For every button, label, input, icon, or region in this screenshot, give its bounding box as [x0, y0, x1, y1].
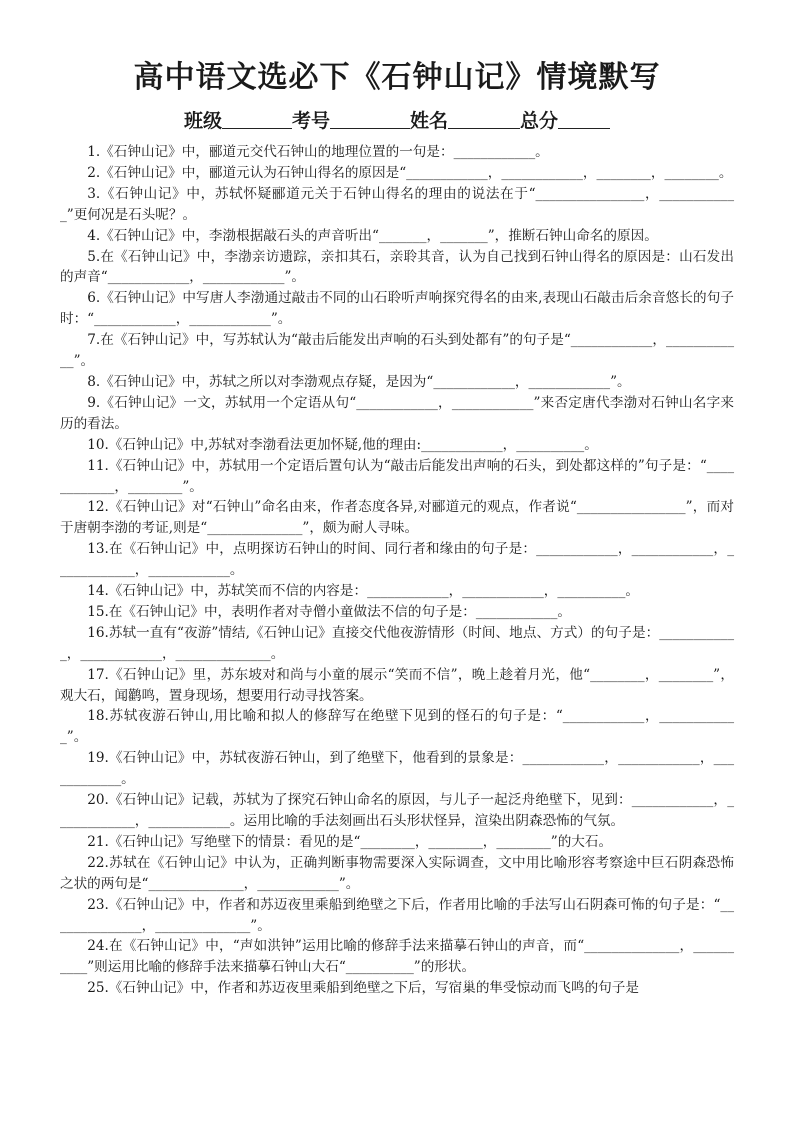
question-20: 20.《石钟山记》记载，苏轼为了探究石钟山命名的原因，与儿子一起泛舟绝壁下，见到：____________，____________，____________。运用比喻的手法刻画出石头形状怪异，渲染出阴森恐怖的气氛。 [60, 792, 734, 829]
id-blank[interactable] [330, 110, 410, 129]
question-22: 22.苏轼在《石钟山记》中认为，正确判断事物需要深入实际调查，文中用比喻形容考察途中巨石阴森恐怖之状的两句是“______________，____________”。 [60, 854, 734, 892]
question-17: 17.《石钟山记》里，苏东坡对和尚与小童的展示“笑而不信”，晚上趁着月光，他“________，________”，观大石，闻鹳鸣，置身现场，想要用行动寻找答案。 [60, 666, 734, 704]
question-list [60, 142, 734, 999]
question-21: 21.《石钟山记》写绝壁下的情景：看见的是“________，________，________”的大石。 [87, 833, 613, 850]
question-18: 18.苏轼夜游石钟山,用比喻和拟人的修辞写在绝壁下见到的怪石的句子是：“____________，____________”。 [60, 708, 734, 746]
question-14: 14.《石钟山记》中，苏轼笑而不信的内容是：____________，____________，__________。 [87, 583, 639, 600]
question-15: 15.在《石钟山记》中，表明作者对寺僧小童做法不信的句子是：____________。 [87, 603, 571, 620]
question-13: 13.在《石钟山记》中，点明探访石钟山的时间、同行者和缘由的句子是：____________，____________，____________，____________。 [60, 541, 734, 579]
score-label: 总分 [520, 110, 559, 132]
question-6: 6.《石钟山记》中写唐人李渤通过敲击不同的山石聆听声响探究得名的由来,表现山石敲击后余音悠长的句子时：“____________，____________”。 [60, 290, 734, 328]
score-blank[interactable] [558, 110, 610, 129]
question-7: 7.在《石钟山记》中，写苏轼认为“敲击后能发出声响的石头到处都有”的句子是“____________，____________”。 [60, 332, 734, 370]
question-4: 4.《石钟山记》中，李渤根据敲石头的声音听出“_______，_______”，推断石钟山命名的原因。 [87, 227, 658, 244]
question-16: 16.苏轼一直有“夜游”情结,《石钟山记》直接交代他夜游情形（时间、地点、方式）的句子是：____________，____________，______________。 [60, 624, 734, 662]
name-label: 姓名 [410, 110, 449, 132]
exam-page [60, 56, 734, 999]
question-11: 11.《石钟山记》中，苏轼用一个定语后置句认为“敲击后能发出声响的石头，到处都这样的”句子是：“____________，________”。 [60, 457, 734, 495]
question-2: 2.《石钟山记》中，郦道元认为石钟山得名的原因是“____________，____________，________，________。 [87, 164, 733, 181]
question-9: 9.《石钟山记》一文，苏轼用一个定语从句“____________，____________”来否定唐代李渤对石钟山名字来历的看法。 [60, 394, 734, 432]
class-blank[interactable] [222, 110, 292, 129]
name-blank[interactable] [448, 110, 520, 129]
id-label: 考号 [291, 110, 330, 132]
class-label: 班级 [183, 110, 222, 132]
question-24: 24.在《石钟山记》中，“声如洪钟”运用比喻的修辞手法来描摹石钟山的声音，而“______________，__________”则运用比喻的修辞手法来描摹石钟山大石“__________”的形状。 [60, 938, 734, 976]
question-8: 8.《石钟山记》中，苏轼之所以对李渤观点存疑，是因为“____________，____________”。 [87, 373, 631, 390]
question-19: 19.《石钟山记》中，苏轼夜游石钟山，到了绝壁下，他看到的景象是：____________，____________，____________。 [60, 750, 734, 788]
page-title: 高中语文选必下《石钟山记》情境默写 [133, 60, 661, 95]
question-25: 25.《石钟山记》中，作者和苏迈夜里乘船到绝壁之下后，写宿巢的隼受惊动而飞鸣的句子是 [87, 980, 639, 997]
question-1: 1.《石钟山记》中，郦道元交代石钟山的地理位置的一句是：____________。 [87, 144, 549, 160]
question-12: 12.《石钟山记》对“石钟山”命名由来，作者态度各异,对郦道元的观点，作者说“________________”，而对于唐朝李渤的考证,则是“______________”，颇为耐人寻味。 [60, 499, 734, 537]
question-23: 23.《石钟山记》中，作者和苏迈夜里乘船到绝壁之下后，作者用比喻的手法写山石阴森可怖的句子是：“______________，______________”。 [60, 896, 734, 934]
student-info-row [60, 108, 734, 134]
question-3: 3.《石钟山记》中，苏轼怀疑郦道元关于石钟山得名的理由的说法在于“________________，____________”更何况是石头呢？。 [60, 185, 734, 223]
question-5: 5.在《石钟山记》中，李渤亲访遗踪，亲扣其石，亲聆其音，认为自己找到石钟山得名的原因是：山石发出的声音“____________，____________”。 [60, 248, 734, 286]
question-10: 10.《石钟山记》中,苏轼对李渤看法更加怀疑,他的理由:____________，__________。 [87, 436, 598, 453]
